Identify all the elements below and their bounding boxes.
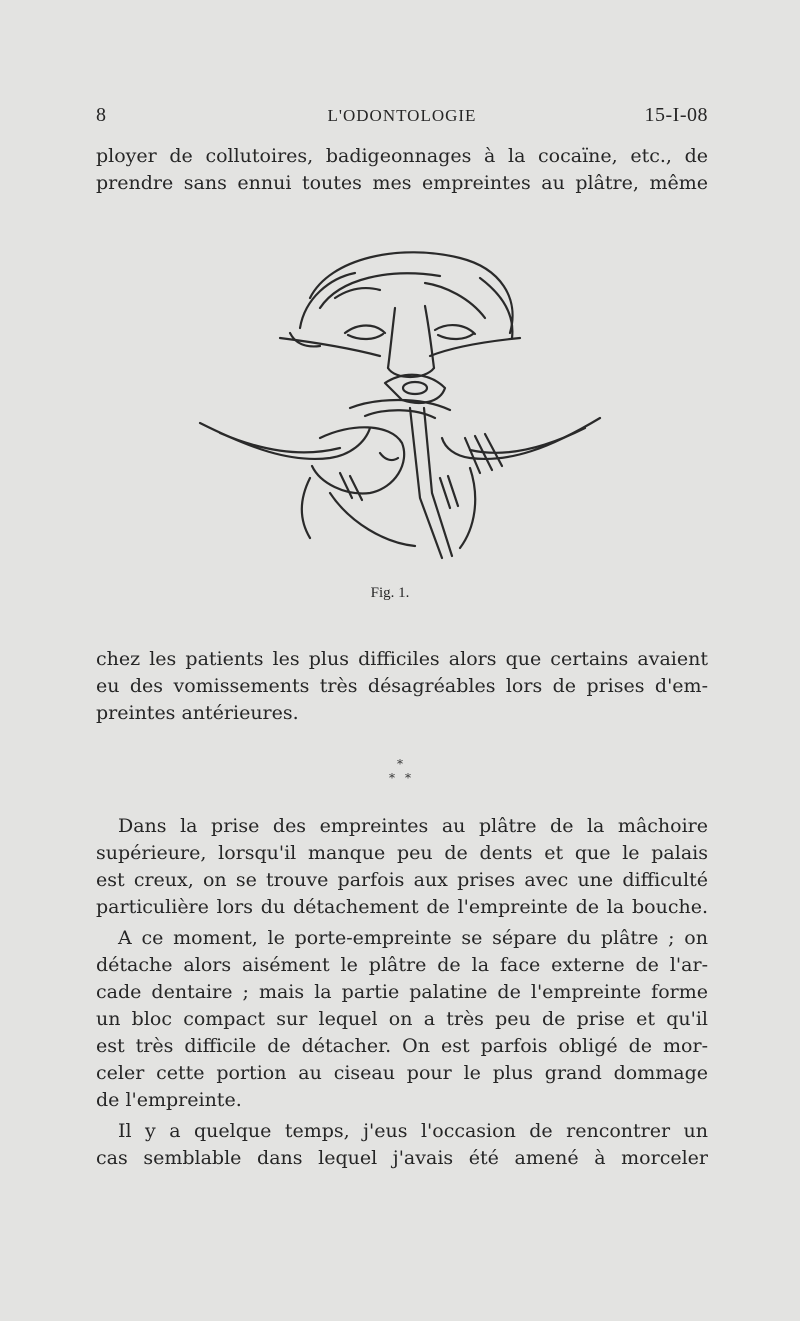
text-line: Dans la prise des empreintes au plâtre de la mâchoire [118, 815, 708, 837]
text-line: A ce moment, le porte-empreinte se sépare du plâtre ; on [118, 927, 708, 949]
text-line: est creux, on se trouve parfois aux prises avec une difficulté [96, 869, 708, 891]
text-line: un bloc compact sur lequel on a très peu de prise et qu'il [96, 1008, 708, 1030]
running-title: L'ODONTOLOGIE [327, 106, 477, 125]
text-line: de l'empreinte. [96, 1089, 242, 1111]
figure-caption: Fig. 1. [370, 585, 410, 601]
text-line: détache alors aisément le plâtre de la face externe de l'ar- [96, 954, 708, 976]
text-block-top [96, 143, 708, 197]
section-separator-asterism [370, 758, 430, 788]
text-line: prendre sans ennui toutes mes empreintes au plâtre, même [96, 172, 708, 194]
asterism-right: * [405, 771, 411, 785]
text-line: chez les patients les plus difficiles alors que certains avaient [96, 648, 708, 670]
asterism-top: * [397, 758, 403, 771]
paragraph [96, 1118, 708, 1172]
text-line: celer cette portion au ciseau pour le plus grand dommage [96, 1062, 708, 1084]
text-line: cas semblable dans lequel j'avais été amené à morceler [96, 1147, 708, 1169]
text-block-bottom [96, 813, 708, 1172]
text-line: ployer de collutoires, badigeonnages à la cocaïne, etc., de [96, 145, 708, 167]
text-line: cade dentaire ; mais la partie palatine de l'empreinte forme [96, 981, 708, 1003]
asterism-left: * [389, 771, 395, 785]
face-with-tray-illustration [180, 238, 620, 578]
text-line: particulière lors du détachement de l'empreinte de la bouche. [96, 896, 708, 918]
paragraph [96, 925, 708, 1114]
text-line: supérieure, lorsqu'il manque peu de dents et que le palais [96, 842, 708, 864]
text-line: Il y a quelque temps, j'eus l'occasion de rencontrer un [118, 1120, 708, 1142]
text-line: preintes antérieures. [96, 702, 299, 724]
issue-date: 15-I-08 [644, 104, 708, 126]
page-number: 8 [96, 104, 106, 126]
figure-illustration [180, 238, 620, 578]
text-line: est très difficile de détacher. On est parfois obligé de mor- [96, 1035, 708, 1057]
paragraph [96, 813, 708, 921]
text-line: eu des vomissements très désagréables lors de prises d'em- [96, 675, 708, 697]
text-block-middle [96, 646, 708, 727]
page-header [96, 104, 708, 132]
